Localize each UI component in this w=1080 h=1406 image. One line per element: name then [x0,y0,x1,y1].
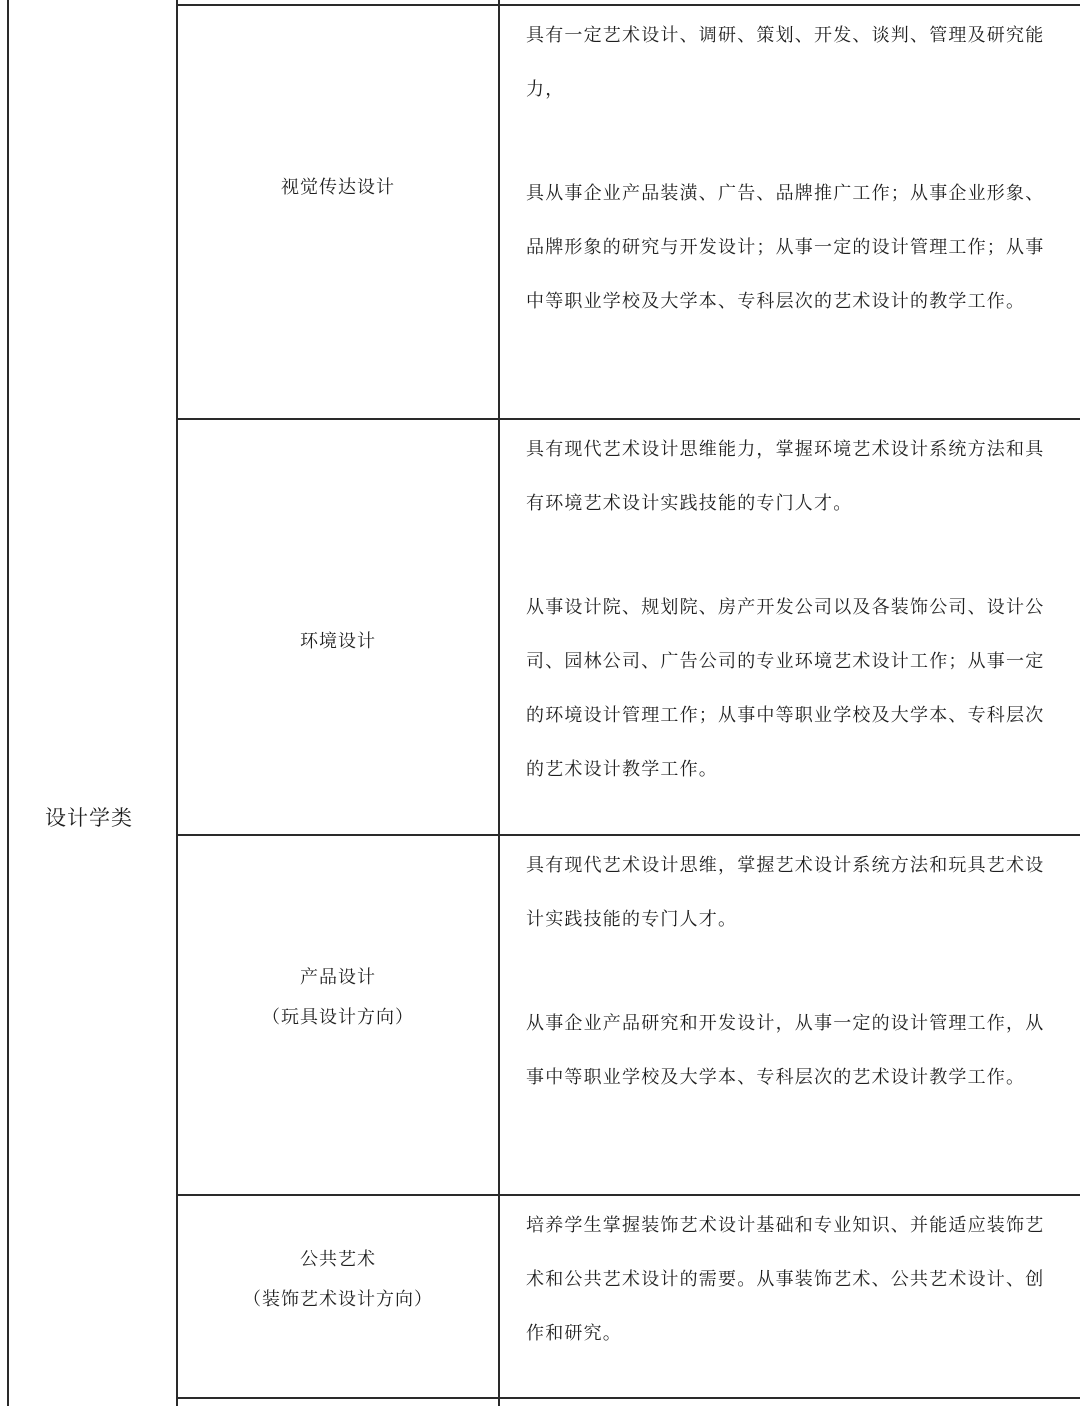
major-description [526,423,1050,797]
major-name [178,958,498,1038]
row-divider [176,1397,1080,1399]
career-text: 具从事企业产品装潢、广告、品牌推广工作；从事企业形象、品牌形象的研究与开发设计；从事一定的设计管理工作；从事中等职业学校及大学本、专科层次的艺术设计的教学工作。 [526,183,1045,312]
row-divider [176,1194,1080,1196]
major-name [178,1240,498,1320]
row-divider [176,4,1080,6]
major-name [178,168,498,208]
career-text: 从事企业产品研究和开发设计，从事一定的设计管理工作，从事中等职业学校及大学本、专科层次的艺术设计教学工作。 [526,1013,1045,1088]
category-cell [8,0,170,1406]
major-title: 产品设计 [300,967,376,988]
row-divider [176,834,1080,836]
row-divider [176,418,1080,420]
major-name [178,622,498,662]
major-title: 环境设计 [300,631,376,652]
ability-text: 具有一定艺术设计、调研、策划、开发、谈判、管理及研究能力， [526,25,1045,100]
category-label: 设计学类 [45,806,133,830]
major-direction: （玩具设计方向） [262,1007,414,1028]
career-text: 从事设计院、规划院、房产开发公司以及各装饰公司、设计公司、园林公司、广告公司的专业环境艺术设计工作；从事一定的环境设计管理工作；从事中等职业学校及大学本、专科层次的艺术设计教学工作。 [526,597,1045,780]
major-description [526,1199,1050,1361]
major-title: 视觉传达设计 [281,177,395,198]
major-title: 公共艺术 [300,1249,376,1270]
ability-text: 培养学生掌握装饰艺术设计基础和专业知识、并能适应装饰艺术和公共艺术设计的需要。从事装饰艺术、公共艺术设计、创作和研究。 [526,1215,1045,1344]
major-description [526,9,1050,329]
major-direction: （装饰艺术设计方向） [243,1289,433,1310]
ability-text: 具有现代艺术设计思维能力，掌握环境艺术设计系统方法和具有环境艺术设计实践技能的专门人才。 [526,439,1045,514]
ability-text: 具有现代艺术设计思维，掌握艺术设计系统方法和玩具艺术设计实践技能的专门人才。 [526,855,1045,930]
major-description [526,839,1050,1105]
